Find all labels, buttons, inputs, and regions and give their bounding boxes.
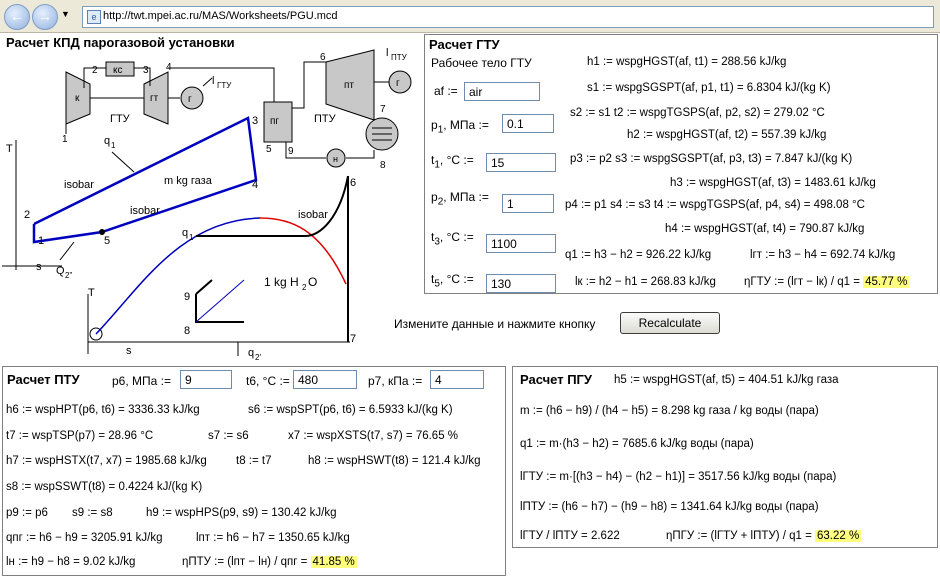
pgu-eq-ratio: lГТУ / lПТУ = 2.622 xyxy=(520,530,620,542)
ts2-point-9: 9 xyxy=(184,291,191,303)
ts1-point-2: 2 xyxy=(24,209,31,221)
point-8-label: 8 xyxy=(380,160,386,171)
ts-diagram-gas xyxy=(2,115,258,280)
plant-scheme xyxy=(62,48,411,171)
pgu-eq-m: m := (h6 − h9) / (h4 − h5) = 8.298 kg газа / kg воды (пара) xyxy=(520,405,819,417)
pgu-eq-lgtu: lГТУ := m·[(h3 − h4) − (h2 − h1)] = 3517.56 kJ/kg воды (пара) xyxy=(520,471,837,483)
ts1-point-3: 3 xyxy=(252,115,259,127)
t5-label: $t_5$, °С := xyxy=(431,272,474,290)
browser-toolbar xyxy=(0,0,940,33)
ts2-point-8: 8 xyxy=(184,325,191,337)
pgu-eq-h5: h5 := wspgHGST(af, t5) = 404.51 kJ/kg газа xyxy=(614,374,839,386)
ptu-eq-h6: h6 := wspHPT(p6, t6) = 3336.33 kJ/kg xyxy=(6,404,200,416)
gtu-eq-h1: h1 := wspgHGST(af, t1) = 288.56 kJ/kg xyxy=(587,56,787,68)
t5-input[interactable]: 130 xyxy=(486,274,556,293)
steam-generator-label: пг xyxy=(270,116,280,127)
axis-t2-label: T xyxy=(88,287,95,299)
t3-input[interactable]: 1100 xyxy=(486,234,556,253)
q2-steam-sub: 2' xyxy=(255,353,261,360)
af-input[interactable]: air xyxy=(464,82,540,101)
gas-mass-label: m kg газа xyxy=(164,175,212,187)
ptu-eq-s8: s8 := wspSSWT(t8) = 0.4224 kJ/(kg K) xyxy=(6,481,203,493)
working-fluid-label: Рабочее тело ГТУ xyxy=(431,56,532,70)
gtu-eff-value: 45.77 % xyxy=(865,276,908,288)
l-ptu-sub: ПТУ xyxy=(391,53,407,62)
ts2-point-6: 6 xyxy=(350,177,357,189)
ptu-eq-eff: ηПТУ := (lпт − lн) / qпг = 41.85 % xyxy=(182,556,355,568)
generator-2-label: г xyxy=(396,78,400,89)
ptu-eq-s6: s6 := wspSPT(p6, t6) = 6.5933 kJ/(kg K) xyxy=(248,404,453,416)
ptu-eq-h8: h8 := wspHSWT(t8) = 121.4 kJ/kg xyxy=(308,455,481,467)
l-gtu-sub: ГТУ xyxy=(217,81,232,90)
recalc-prompt: Измените данные и нажмите кнопку xyxy=(394,317,596,331)
recalculate-button[interactable]: Recalculate xyxy=(620,312,720,334)
p2-label: $p_2$, МПа := xyxy=(431,190,489,208)
point-6-label: 6 xyxy=(320,52,326,63)
p7-input[interactable]: 4 xyxy=(430,370,484,389)
ptu-eq-qpg: qпг := h6 − h9 = 3205.91 kJ/kg xyxy=(6,532,163,544)
ptu-eq-x7: x7 := wspXSTS(t7, s7) = 76.65 % xyxy=(288,430,459,442)
p6-label: p6, МПа := xyxy=(112,374,171,388)
q2-steam-label: q xyxy=(248,347,255,359)
q2-sub: 2" xyxy=(65,271,73,280)
ptu-title: Расчет ПТУ xyxy=(7,372,80,387)
pump-label: н xyxy=(333,154,338,164)
axis-s-label: s xyxy=(36,261,42,273)
gtu-title: Расчет ГТУ xyxy=(429,37,500,52)
gtu-label: ГТУ xyxy=(110,113,130,125)
axis-s2-label: s xyxy=(126,345,132,357)
point-4-label: 4 xyxy=(166,62,172,73)
generator-2-shape xyxy=(389,71,411,93)
pgu-eq-lptu: lПТУ := (h6 − h7) − (h9 − h8) = 1341.64 kJ/kg воды (пара) xyxy=(520,501,819,513)
point-7-label: 7 xyxy=(380,104,386,115)
back-arrow-icon: ← xyxy=(10,8,24,24)
page-icon: e xyxy=(87,10,101,24)
t1-input[interactable]: 15 xyxy=(486,153,556,172)
isobar-steam-label: isobar xyxy=(298,209,328,221)
combustion-chamber-label: кс xyxy=(113,65,123,76)
p7-label: p7, кПа := xyxy=(368,374,423,388)
gtu-eq-t2: s2 := s1 t2 := wspgTGSPS(af, p2, s2) = 279.02 °C xyxy=(570,107,825,119)
page-title: Расчет КПД парогазовой установки xyxy=(6,35,235,50)
point-9-label: 9 xyxy=(288,146,294,157)
gtu-eq-h4: h4 := wspgHGST(af, t4) = 790.87 kJ/kg xyxy=(665,223,865,235)
ptu-eq-p9: p9 := p6 xyxy=(6,507,48,519)
ptu-eq-lpt: lпт := h6 − h7 = 1350.65 kJ/kg xyxy=(196,532,350,544)
point-1-label: 1 xyxy=(62,134,68,145)
gtu-eq-lk: lк := h2 − h1 = 268.83 kJ/kg xyxy=(575,276,716,288)
ts1-point-4: 4 xyxy=(252,179,259,191)
gtu-eq-h3: h3 := wspgHGST(af, t3) = 1483.61 kJ/kg xyxy=(670,177,876,189)
ptu-label: ПТУ xyxy=(314,113,336,125)
ts1-point-5: 5 xyxy=(104,235,111,247)
q1-sub: 1 xyxy=(111,141,116,150)
t3-label: $t_3$, °С := xyxy=(431,230,474,248)
q1-steam-label: q xyxy=(182,227,189,239)
address-bar[interactable] xyxy=(82,6,934,28)
compressor-label: к xyxy=(75,93,80,104)
water-label: 1 kg H xyxy=(264,275,299,289)
ptu-eq-t8: t8 := t7 xyxy=(236,455,272,467)
pgu-panel xyxy=(512,366,938,548)
generator-1-shape xyxy=(181,87,203,109)
t6-label: t6, °С := xyxy=(246,374,290,388)
t6-input[interactable]: 480 xyxy=(293,370,357,389)
ptu-eq-s7: s7 := s6 xyxy=(208,430,249,442)
gtu-eq-lgt: lгт := h3 − h4 = 692.74 kJ/kg xyxy=(750,249,896,261)
ptu-eff-value: 41.85 % xyxy=(312,556,355,568)
history-dropdown-icon[interactable]: ▼ xyxy=(61,9,70,19)
generator-1-label: г xyxy=(188,94,192,105)
ts-diagram-steam xyxy=(88,176,356,360)
gtu-eq-eff: ηГТУ := (lгт − lк) / q1 = 45.77 % xyxy=(744,276,908,288)
gas-turbine-label: гт xyxy=(150,93,159,104)
pgu-eq-eff: ηПГУ := (lГТУ + lПТУ) / q1 = 63.22 % xyxy=(666,530,860,542)
p6-input[interactable]: 9 xyxy=(180,370,232,389)
l-gtu-label: l xyxy=(212,75,215,87)
l-ptu-label: l xyxy=(386,48,389,59)
ptu-eq-h9: h9 := wspHPS(p9, s9) = 130.42 kJ/kg xyxy=(146,507,337,519)
p2-input[interactable]: 1 xyxy=(502,194,554,213)
q2-label: Q xyxy=(56,265,65,277)
ptu-eq-t7: t7 := wspTSP(p7) = 28.96 °C xyxy=(6,430,154,442)
gtu-eq-t4: p4 := p1 s4 := s3 t4 := wspgTGSPS(af, p4, s4) = 498.08 °C xyxy=(565,199,865,211)
axis-t-label: T xyxy=(6,143,13,155)
q1-label: q xyxy=(104,135,111,147)
back-button[interactable] xyxy=(4,4,30,30)
pgu-eq-q1: q1 := m·(h3 − h2) = 7685.6 kJ/kg воды (пара) xyxy=(520,438,754,450)
ptu-eq-ln: lн := h9 − h8 = 9.02 kJ/kg xyxy=(6,556,136,568)
gtu-eq-s3: p3 := p2 s3 := wspgSGSPT(af, p3, t3) = 7.847 kJ/(kg K) xyxy=(570,153,853,165)
pgu-title: Расчет ПГУ xyxy=(520,372,593,387)
steam-turbine-label: пт xyxy=(344,80,354,91)
gtu-eq-s1: s1 := wspgSGSPT(af, p1, t1) = 6.8304 kJ/(kg K) xyxy=(587,82,831,94)
ptu-eq-s9: s9 := s8 xyxy=(72,507,113,519)
isobar-1-label: isobar xyxy=(64,179,94,191)
ts2-point-7: 7 xyxy=(350,333,357,345)
pgu-eff-value: 63.22 % xyxy=(817,530,860,542)
forward-arrow-icon: → xyxy=(38,8,52,24)
ts1-point-1: 1 xyxy=(38,235,45,247)
ptu-eq-h7: h7 := wspHSTX(t7, x7) = 1985.68 kJ/kg xyxy=(6,455,207,467)
af-label: af := xyxy=(434,84,458,98)
point-5-label: 5 xyxy=(266,144,272,155)
ptu-panel xyxy=(2,366,506,576)
p1-label: $p_1$, МПа := xyxy=(431,118,489,136)
cycle-diagram xyxy=(0,48,420,360)
q1-steam-sub: 1 xyxy=(189,233,194,242)
gtu-eq-q1: q1 := h3 − h2 = 926.22 kJ/kg xyxy=(565,249,712,261)
water-end: O xyxy=(308,275,318,289)
isobar-2-label: isobar xyxy=(130,205,160,217)
point-2-label: 2 xyxy=(92,65,98,76)
url-text: http://twt.mpei.ac.ru/MAS/Worksheets/PGU.mcd xyxy=(103,10,338,22)
point-3-label: 3 xyxy=(143,65,149,76)
forward-button[interactable] xyxy=(32,4,58,30)
p1-input[interactable]: 0.1 xyxy=(502,114,554,133)
water-sub: 2 xyxy=(302,283,307,292)
gtu-eq-h2: h2 := wspgHGST(af, t2) = 557.39 kJ/kg xyxy=(627,129,827,141)
t1-label: $t_1$, °С := xyxy=(431,153,474,171)
